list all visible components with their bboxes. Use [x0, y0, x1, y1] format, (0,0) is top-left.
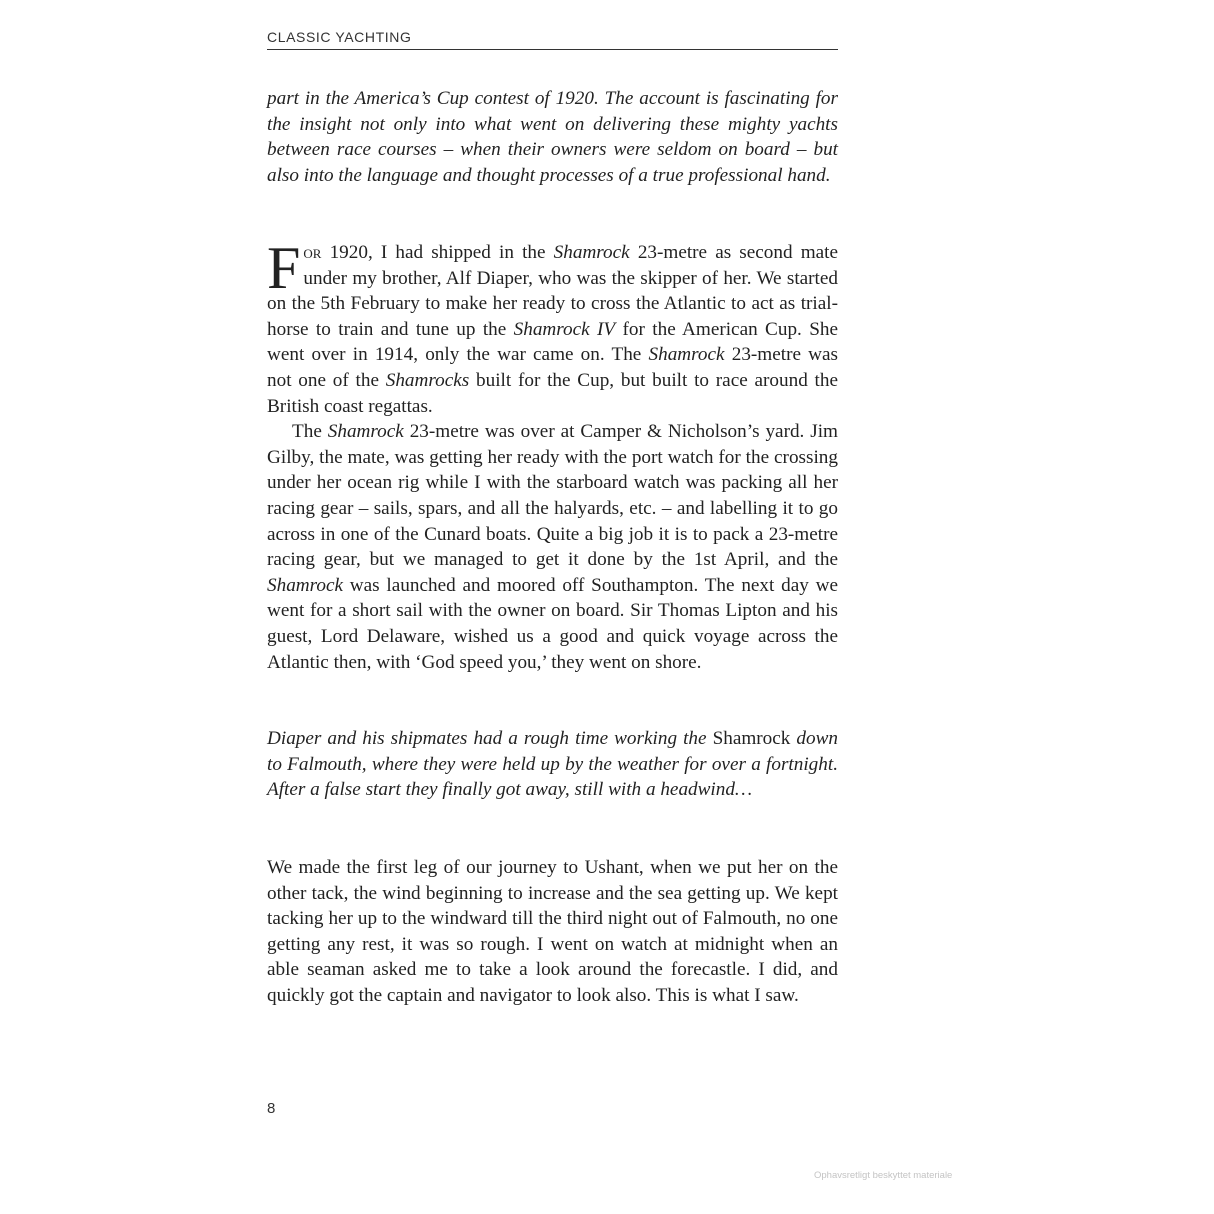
- drop-cap: F: [267, 235, 301, 301]
- text-run: built for the Cup, but built to race around the British coast regattas.: [267, 369, 838, 417]
- text-run: was launched and moored off Southampton. The next day we went for a short sail with the owner on board. Sir Thomas Lipton and his guest, Lord Delaware, wished us a good and quick voyage across the Atlantic then, with ‘God speed you,’ they went on shore.: [267, 574, 838, 673]
- intro-text: part in the America’s Cup contest of 1920. The account is fascinating for the insight not only into what went on delivering these mighty yachts between race courses – when their owners were seldom on board – but also into the language and thought processes of a true professional hand.: [267, 88, 838, 186]
- body-paragraph-3: We made the first leg of our journey to Ushant, when we put her on the other tack, the wind beginning to increase and the sea getting up. We kept tacking her up to the windward till the third night out of Falmouth, no one getting any rest, it was so rough. I went on watch at midnight when an able seaman asked me to take a look around the forecastle. I did, and quickly got the captain and navigator to look also. This is what I saw.: [267, 857, 838, 1006]
- body-text-section: [267, 235, 839, 675]
- text-run: Diaper and his shipmates had a rough time working the: [267, 728, 713, 749]
- text-run: 23-metre was not one of the: [267, 344, 838, 391]
- text-run: 1920, I had shipped in the: [321, 242, 554, 263]
- body-paragraph-1: [267, 235, 839, 419]
- ship-name: Shamrock: [553, 242, 630, 263]
- italic-interlude-paragraph: [267, 726, 838, 803]
- ship-name: Shamrocks: [385, 369, 470, 391]
- ship-name: Shamrock: [648, 344, 725, 366]
- ship-name: Shamrock: [267, 574, 344, 596]
- interlude-text: [267, 726, 838, 803]
- text-run: 23-metre as second mate under my brother, Alf Diaper, who was the skipper of her. We started on the 5th February to make her ready to cross the Atlantic to act as trial-horse to train and tune up the: [267, 242, 839, 340]
- running-header: CLASSIC YACHTING: [267, 29, 838, 50]
- text-run: down to Falmouth, where they were held up by the weather for over a fortnight. After a false start they finally got away, still with a headwind…: [267, 728, 838, 801]
- copyright-watermark: Ophavsretligt beskyttet materiale: [814, 1170, 953, 1181]
- page-number: 8: [267, 1100, 276, 1117]
- text-run: for the American Cup. She went over in 1914, only the war came on. The: [267, 318, 838, 366]
- body-paragraph-2: [267, 419, 838, 675]
- ship-name-roman: Shamrock: [712, 728, 791, 749]
- small-caps-text: or: [303, 242, 322, 263]
- italic-intro-paragraph: [267, 86, 838, 188]
- ship-name: Shamrock IV: [513, 318, 616, 340]
- text-run: The: [292, 421, 328, 443]
- ship-name: Shamrock: [327, 421, 404, 443]
- body-text-section-2: [267, 855, 838, 1009]
- book-page: [267, 0, 838, 1214]
- text-run: 23-metre was over at Camper & Nicholson’s yard. Jim Gilby, the mate, was getting her ready with the port watch for the crossing under her ocean rig while I with the starboard watch was packing all her racing gear – sails, spars, and all the halyards, etc. – and labelling it to go across in one of the Cunard boats. Quite a big job it is to pack a 23-metre racing gear, but we managed to get it done by the 1st April, and the: [267, 421, 838, 571]
